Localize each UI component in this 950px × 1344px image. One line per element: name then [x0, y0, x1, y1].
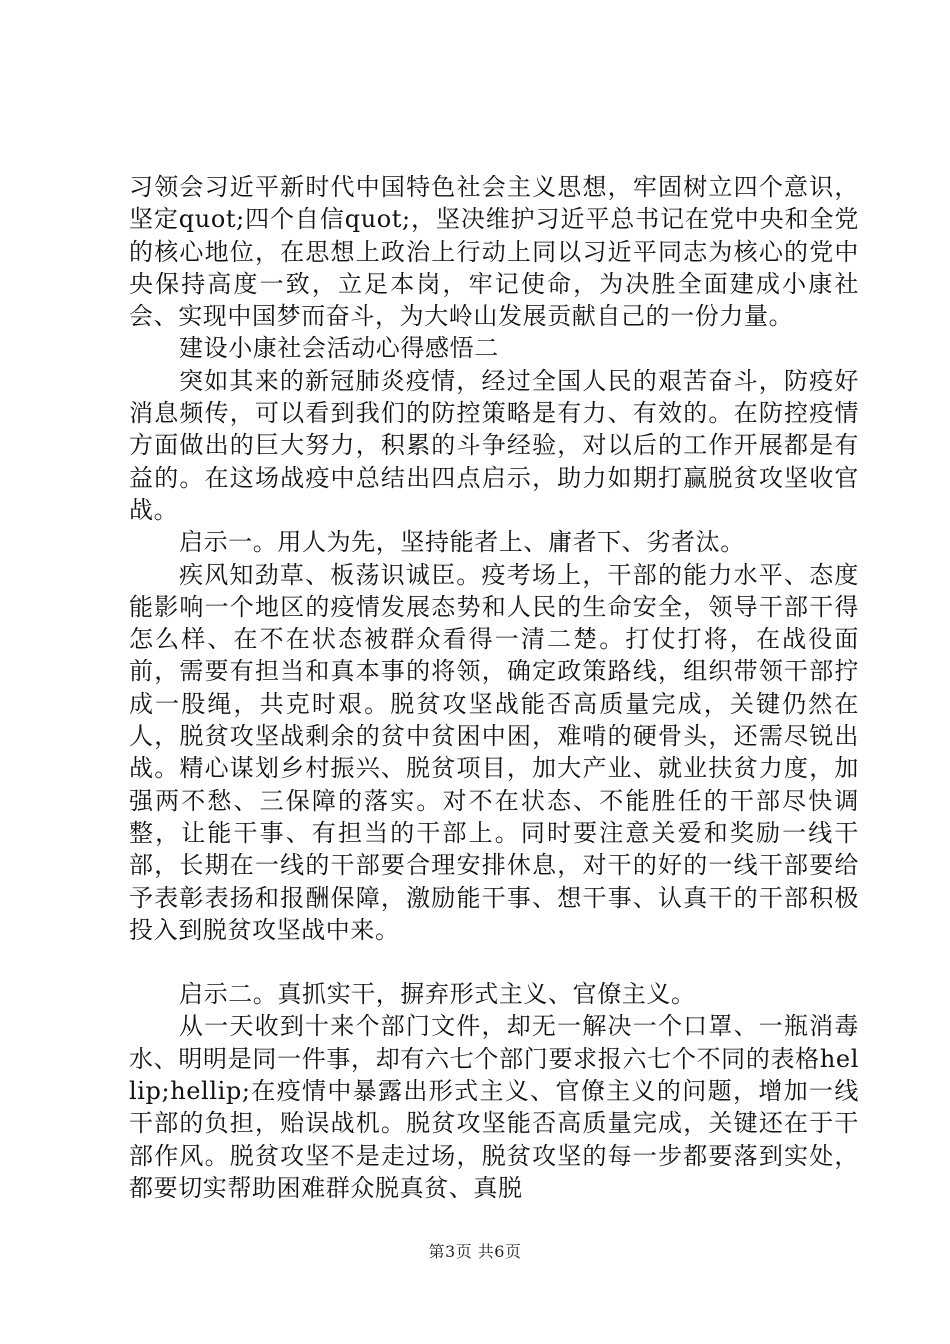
section-heading: 建设小康社会活动心得感悟二: [179, 334, 499, 363]
paragraph-continuation: 习领会习近平新时代中国特色社会主义思想，牢固树立四个意识，坚定quot;四个自信quot;，坚决维护习近平总书记在党中央和全党的核心地位，在思想上政治上行动上同以习近平同志为核心的党中央保持高度一致，立足本岗，牢记使命，为决胜全面建成小康社会、实现中国梦而奋斗，为大岭山发展贡献自己的一份力量。: [129, 173, 859, 331]
paragraph-intro: 突如其来的新冠肺炎疫情，经过全国人民的艰苦奋斗，防疫好消息频传，可以看到我们的防控策略是有力、有效的。在防控疫情方面做出的巨大努力，积累的斗争经验，对以后的工作开展都是有益的。在这场战疫中总结出四点启示，助力如期打赢脱贫攻坚收官战。: [129, 366, 859, 524]
document-body: [129, 171, 859, 1204]
insight-two-body: 从一天收到十来个部门文件，却无一解决一个口罩、一瓶消毒水、明明是同一件事，却有六七个部门要求报六七个不同的表格hellip;hellip;在疫情中暴露出形式主义、官僚主义的问题，增加一线干部的负担，贻误战机。脱贫攻坚能否高质量完成，关键还在于干部作风。脱贫攻坚不是走过场，脱贫攻坚的每一步都要落到实处，都要切实帮助困难群众脱真贫、真脱: [129, 1012, 859, 1202]
insight-one-heading: 启示一。用人为先，坚持能者上、庸者下、劣者汰。: [179, 528, 745, 557]
page-number-footer: 第3页 共6页: [428, 1242, 522, 1261]
insight-one-body: 疾风知劲草、板荡识诚臣。疫考场上，干部的能力水平、态度能影响一个地区的疫情发展态势和人民的生命安全，领导干部干得怎么样、在不在状态被群众看得一清二楚。打仗打将，在战役面前，需要有担当和真本事的将领，确定政策路线，组织带领干部拧成一股绳，共克时艰。脱贫攻坚战能否高质量完成，关键仍然在人，脱贫攻坚战剩余的贫中贫困中困，难啃的硬骨头，还需尽锐出战。精心谋划乡村振兴、脱贫项目，加大产业、就业扶贫力度，加强两不愁、三保障的落实。对不在状态、不能胜任的干部尽快调整，让能干事、有担当的干部上。同时要注意关爱和奖励一线干部，长期在一线的干部要合理安排休息，对干的好的一线干部要给予表彰表扬和报酬保障，激励能干事、想干事、认真干的干部积极投入到脱贫攻坚战中来。: [129, 560, 859, 944]
insight-two-heading: 启示二。真抓实干，摒弃形式主义、官僚主义。: [179, 980, 696, 1009]
